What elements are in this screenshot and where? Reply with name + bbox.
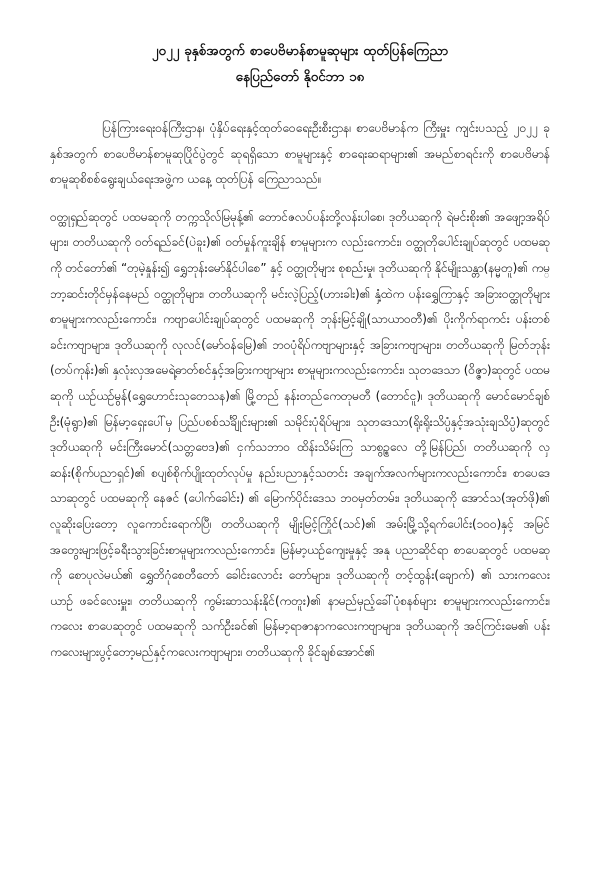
title-block [50,38,550,90]
awards-paragraph: ဝတ္ထုရှည်ဆုတွင် ပထမဆုကို တက္ကသိုလ်မြမုန့်၏ တောင်ဇလပ်ပန်းတို့လန်းပါစေ၊ ဒုတိယဆုကို ရဲမင်းစိုး၏ အဖျော့အရိပ်များ၊ တတိယဆုကို ဝတ်ရည်ခင်(ပဲခူး)၏ ဝတ်မှုန်ကူးချိန် စာမူများက လည်းကောင်း၊ ဝတ္ထုတိုပေါင်းချုပ်ဆုတွင် ပထမဆုကို တင်တော်၏ “တုမဲ့နှုန်း၍ ရွှေဘုန်းမော်နိုင်ပါစေ” နှင့် ဝတ္ထုတိုများ စုစည်းမှု၊ ဒုတိယဆုကို နိုင်မျိုးသန္တာ(နမ္မတူ)၏ ကမ္ဘာ့ဆင်းတိုင်မှန်နေမည် ဝတ္ထုတိုများ၊ တတိယဆုကို မင်းလဲ့ပြည့်(ဟားခါး)၏ နှံ့ထဲက ပန်းရွှေကြာနှင့် အခြားဝတ္ထုတိုများ စာမူများကလည်းကောင်း၊ ကဗျာပေါင်းချုပ်ဆုတွင် ပထမဆုကို ဘုန်းမြင့်ချို(သာယာဝတီ)၏ ပိုးကိုက်ရာကင်း ပန်းတစ်ခင်းကဗျာများ၊ ဒုတိယဆုကို လုလင်(မော်ဝန်မြေ)၏ ဘဝပုံရိပ်ကဗျာများနှင့် အခြားကဗျာများ၊ တတိယဆုကို မြတ်ဘုန်း (တပ်ကုန်း)၏ နှလုံးလှအမေရဲ့ဓာတ်စင်နှင့်အခြားကဗျာများ စာမူများကလည်းကောင်း၊ သုတဒေသာ (ဝိဇ္ဇာ)ဆုတွင် ပထမဆုကို ယဉ်ယဉ်မွန်(ရွှေဟောင်းသုတေသန)၏ မြို့တည် နန်းတည်ကေတုမတီ (တောင်ငူ)၊ ဒုတိယဆုကို မောင်မောင်ချစ်ဦး(မုံရွာ)၏ မြန်မာ့ရှေးပေါ်မှ ပြည်ပစစ်သင်္ချိုင်းများ၏ သမိုင်းပုံရိပ်များ၊ သုတဒေသာ(ရိုးရိုးသိပ္ပံနှင့်အသုံးချသိပ္ပံ)ဆုတွင် ဒုတိယဆုကို မင်းကြီးမောင်(သတ္တဗေဒ)၏ ငှက်သဘာဝ ထိန်းသိမ်းကြ သာစွဥ္စလေ တို့မြန်ပြည်၊ တတိယဆုကို လှဆန်း(စိုက်ပညာရှင်)၏ စပျစ်စိုက်ပျိုးထုတ်လုပ်မှု နည်းပညာနှင့်သတင်း အချက်အလက်များကလည်းကောင်း၊ စာပေဒေသာဆုတွင် ပထမဆုကို နေဇင် (ပေါက်ခေါင်း) ၏ မြောက်ပိုင်းဒေသ ဘဝမှတ်တမ်း၊ ဒုတိယဆုကို အောင်သ(အုတ်ဖို)၏ လူဆိုးပြေးတော့ လူကောင်းရောက်ပြီ၊ တတိယဆုကို မျိုးမြင့်ကြိုင်(သင်)၏ အမ်းမြို့သို့ရက်ပေါင်း(၁၀၀)နှင့် အမြင်အတွေးများဖြင့်ခရီးသွားခြင်းစာမူများကလည်းကောင်း၊ မြန်မာ့ယဉ်ကျေးမှုနှင့် အနု ပညာဆိုင်ရာ စာပေဆုတွင် ပထမဆုကို စောပုလဲမယ်၏ ရွှေတိဂုံစေတီတော် ခေါင်းလောင်း တော်များ၊ ဒုတိယဆုကို တင့်ထွန်း(ချောက်) ၏ သားကလေးယာဉ် ဖခင်လေးမှူး၊ တတိယဆုကို ကွမ်းဆာသန်းနိုင်(ကတူး)၏ နာမည်မှည့်ခေါ်ပုံစနစ်များ စာမူများကလည်းကောင်း၊ ကလေး စာပေဆုတွင် ပထမဆုကို သက်ဦးခင်၏ မြန်မာ့ရာဇာနာကလေးကဗျာများ၊ ဒုတိယဆုကို အင်ကြင်းမေ၏ ပန်းကလေးများပွင့်တော့မည်နှင့်ကလေးကဗျာများ၊ တတိယဆုကို ခိုင်ချစ်အောင်၏ [50,209,550,659]
headline: ၂၀၂၂ ခုနှစ်အတွက် စာပေဗိမာန်စာမူဆုများ ထုတ်ပြန်ကြေညာ [151,43,449,59]
intro-paragraph: ပြန်ကြားရေးဝန်ကြီးဌာန၊ ပုံနှိပ်ရေးနှင့်ထုတ်ဝေရေးဦးစီးဌာန၊ စာပေဗိမာန်က ကြီးမှူး ကျင်းပသည့် ၂၀၂၂ ခုနှစ်အတွက် စာပေဗိမာန်စာမူဆုပြိုင်ပွဲတွင် ဆုရရှိသော စာမူများနှင့် စာရေးဆရာများ၏ အမည်စာရင်းကို စာပေဗိမာန်စာမူဆုစိစစ်ရွေးချယ်ရေးအဖွဲ့က ယနေ့ ထုတ်ပြန် ကြေညာသည်။ [50,121,550,187]
dateline: နေပြည်တော် နိုဝင်ဘာ ၁၈ [235,69,365,85]
